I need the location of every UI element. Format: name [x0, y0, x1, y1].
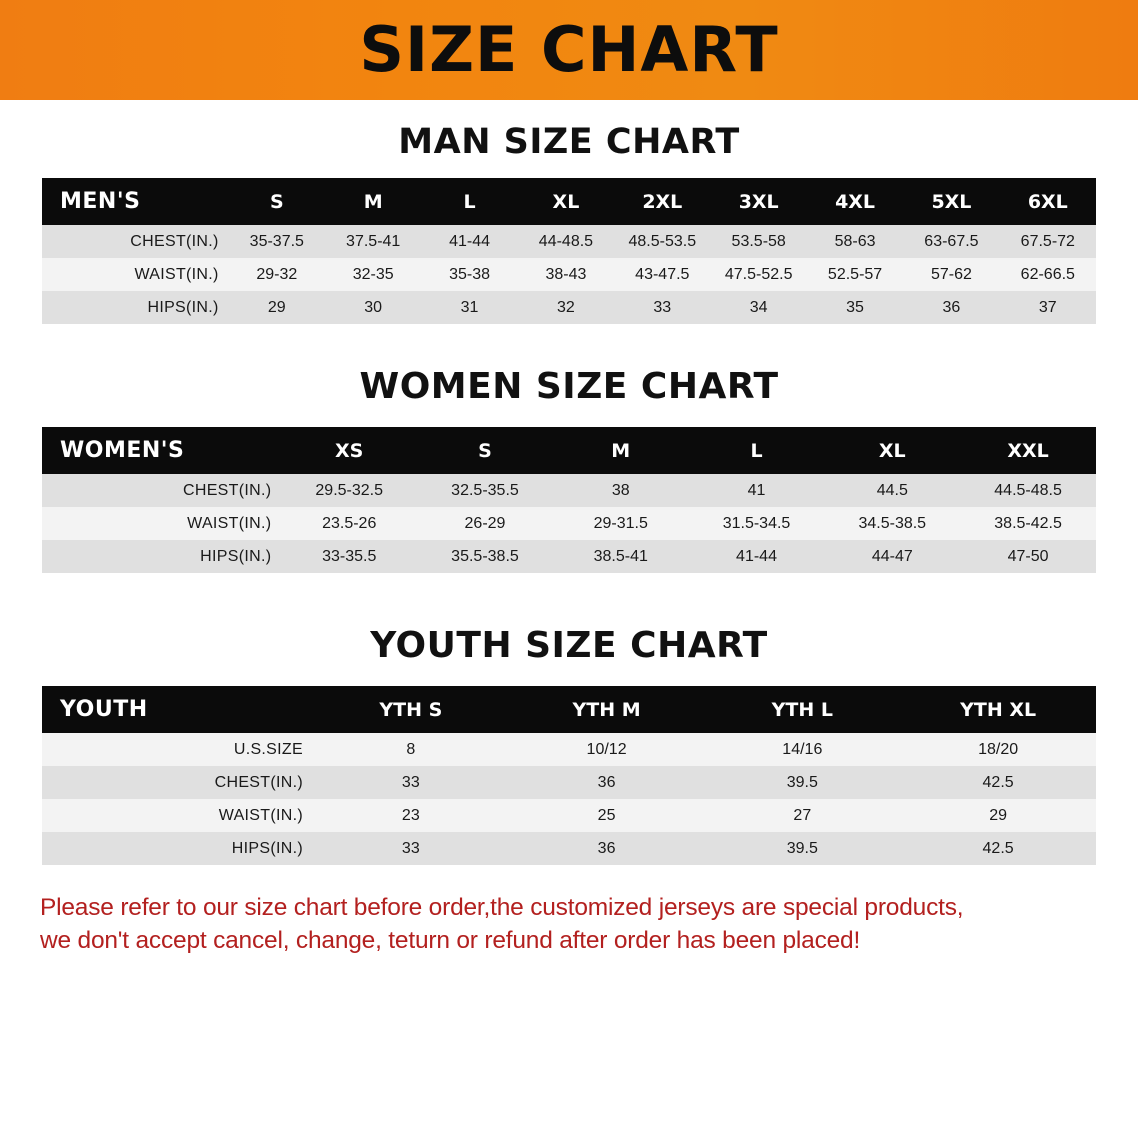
header-cell-yth-s: YTH S	[313, 686, 509, 733]
table-row	[42, 474, 1096, 507]
cell: 42.5	[900, 832, 1096, 865]
cell: 31	[421, 291, 517, 324]
header-cell-xs: XS	[281, 427, 417, 474]
cell: 35.5-38.5	[417, 540, 553, 573]
row-label-waist: WAIST(IN.)	[42, 799, 313, 832]
cell: 63-67.5	[903, 225, 999, 258]
cell: 25	[509, 799, 705, 832]
cell: 33	[313, 766, 509, 799]
cell: 38.5-42.5	[960, 507, 1096, 540]
cell: 44-48.5	[518, 225, 614, 258]
table-row	[42, 291, 1096, 324]
women-section-title: WOMEN SIZE CHART	[359, 366, 779, 407]
cell: 47-50	[960, 540, 1096, 573]
cell: 33	[614, 291, 710, 324]
cell: 53.5-58	[711, 225, 807, 258]
women-size-table	[42, 427, 1096, 573]
table-row	[42, 766, 1096, 799]
page-banner	[0, 0, 1138, 100]
youth-size-table	[42, 686, 1096, 865]
youth-table-wrapper	[42, 686, 1096, 865]
policy-note	[40, 891, 1098, 957]
page-title: SIZE CHART	[359, 13, 779, 86]
cell: 18/20	[900, 733, 1096, 766]
cell: 37	[1000, 291, 1096, 324]
youth-section-title: YOUTH SIZE CHART	[370, 625, 768, 666]
man-size-table	[42, 178, 1096, 324]
cell: 43-47.5	[614, 258, 710, 291]
cell: 35-38	[421, 258, 517, 291]
header-cell-yth-m: YTH M	[509, 686, 705, 733]
table-header-row	[42, 686, 1096, 733]
cell: 29-32	[229, 258, 325, 291]
table-row	[42, 507, 1096, 540]
table-header-row	[42, 178, 1096, 225]
cell: 41	[689, 474, 825, 507]
cell: 39.5	[704, 832, 900, 865]
header-cell-label: MEN'S	[42, 178, 229, 225]
cell: 47.5-52.5	[711, 258, 807, 291]
cell: 36	[509, 766, 705, 799]
cell: 33-35.5	[281, 540, 417, 573]
table-row	[42, 258, 1096, 291]
table-row	[42, 540, 1096, 573]
header-cell-6xl: 6XL	[1000, 178, 1096, 225]
table-header-row	[42, 427, 1096, 474]
table-row	[42, 832, 1096, 865]
row-label-us-size: U.S.SIZE	[42, 733, 313, 766]
cell: 38.5-41	[553, 540, 689, 573]
cell: 30	[325, 291, 421, 324]
cell: 29	[900, 799, 1096, 832]
header-cell-yth-l: YTH L	[704, 686, 900, 733]
cell: 44.5	[824, 474, 960, 507]
man-table-wrapper	[42, 178, 1096, 324]
row-label-hips: HIPS(IN.)	[42, 832, 313, 865]
cell: 36	[509, 832, 705, 865]
cell: 34.5-38.5	[824, 507, 960, 540]
cell: 38-43	[518, 258, 614, 291]
header-cell-s: S	[229, 178, 325, 225]
cell: 33	[313, 832, 509, 865]
header-cell-label: YOUTH	[42, 686, 313, 733]
cell: 62-66.5	[1000, 258, 1096, 291]
row-label-chest: CHEST(IN.)	[42, 474, 281, 507]
cell: 27	[704, 799, 900, 832]
cell: 26-29	[417, 507, 553, 540]
table-row	[42, 733, 1096, 766]
header-cell-xxl: XXL	[960, 427, 1096, 474]
cell: 29.5-32.5	[281, 474, 417, 507]
row-label-waist: WAIST(IN.)	[42, 507, 281, 540]
policy-note-line-2: we don't accept cancel, change, teturn or refund after order has been placed!	[40, 927, 861, 955]
cell: 23	[313, 799, 509, 832]
header-cell-s: S	[417, 427, 553, 474]
cell: 44.5-48.5	[960, 474, 1096, 507]
header-cell-yth-xl: YTH XL	[900, 686, 1096, 733]
cell: 32	[518, 291, 614, 324]
cell: 32-35	[325, 258, 421, 291]
cell: 35	[807, 291, 903, 324]
header-cell-m: M	[325, 178, 421, 225]
cell: 57-62	[903, 258, 999, 291]
row-label-waist: WAIST(IN.)	[42, 258, 229, 291]
header-cell-label: WOMEN'S	[42, 427, 281, 474]
cell: 38	[553, 474, 689, 507]
table-row	[42, 799, 1096, 832]
women-table-wrapper	[42, 427, 1096, 573]
header-cell-3xl: 3XL	[711, 178, 807, 225]
header-cell-l: L	[421, 178, 517, 225]
table-row	[42, 225, 1096, 258]
cell: 23.5-26	[281, 507, 417, 540]
cell: 35-37.5	[229, 225, 325, 258]
cell: 14/16	[704, 733, 900, 766]
cell: 39.5	[704, 766, 900, 799]
row-label-hips: HIPS(IN.)	[42, 291, 229, 324]
cell: 41-44	[421, 225, 517, 258]
header-cell-4xl: 4XL	[807, 178, 903, 225]
header-cell-5xl: 5XL	[903, 178, 999, 225]
cell: 58-63	[807, 225, 903, 258]
row-label-chest: CHEST(IN.)	[42, 225, 229, 258]
cell: 36	[903, 291, 999, 324]
man-section-title: MAN SIZE CHART	[398, 122, 740, 162]
cell: 42.5	[900, 766, 1096, 799]
header-cell-xl: XL	[824, 427, 960, 474]
header-cell-l: L	[689, 427, 825, 474]
cell: 10/12	[509, 733, 705, 766]
cell: 37.5-41	[325, 225, 421, 258]
cell: 29	[229, 291, 325, 324]
cell: 67.5-72	[1000, 225, 1096, 258]
row-label-chest: CHEST(IN.)	[42, 766, 313, 799]
cell: 41-44	[689, 540, 825, 573]
cell: 32.5-35.5	[417, 474, 553, 507]
policy-note-line-1: Please refer to our size chart before order,the customized jerseys are special products,	[40, 894, 964, 921]
header-cell-2xl: 2XL	[614, 178, 710, 225]
cell: 48.5-53.5	[614, 225, 710, 258]
header-cell-xl: XL	[518, 178, 614, 225]
cell: 8	[313, 733, 509, 766]
cell: 29-31.5	[553, 507, 689, 540]
header-cell-m: M	[553, 427, 689, 474]
row-label-hips: HIPS(IN.)	[42, 540, 281, 573]
cell: 52.5-57	[807, 258, 903, 291]
cell: 31.5-34.5	[689, 507, 825, 540]
cell: 44-47	[824, 540, 960, 573]
cell: 34	[711, 291, 807, 324]
